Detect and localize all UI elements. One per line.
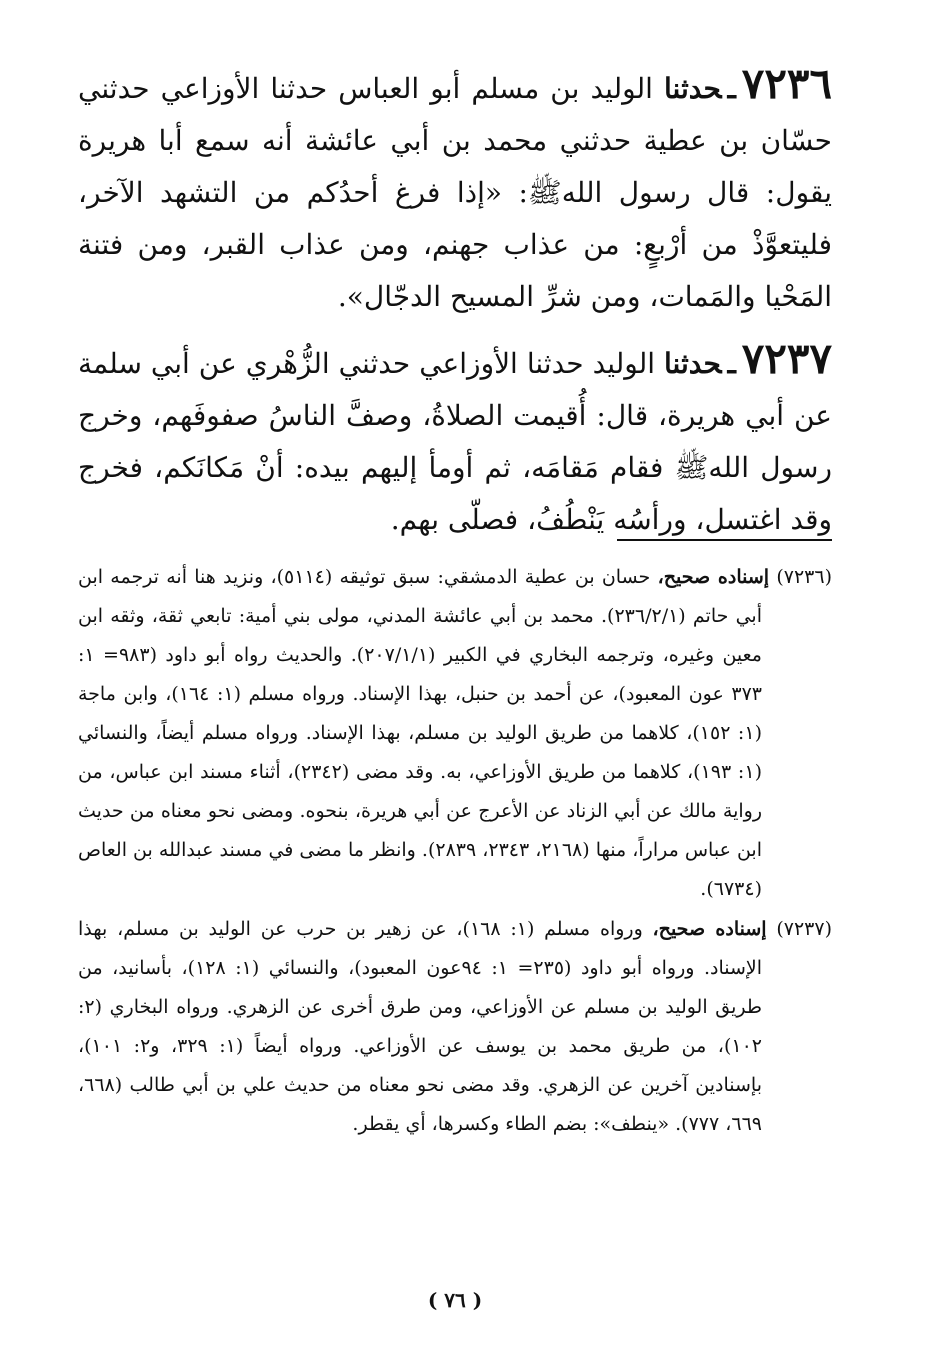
hadith-dash: ـ [727,72,736,105]
footnote-grade: إسناده صحيح، [652,918,767,940]
hadith-dash: ـ [727,347,736,380]
footnote-grade: إسناده صحيح، [657,566,770,588]
footnote-7237 [78,910,832,1144]
hadith-lead-word: حدثنا [664,72,722,105]
hadith-7236 [78,58,832,323]
hadith-text: الوليد حدثنا الأوزاعي حدثني الزُّهْري عن أبي سلمة عن أبي هريرة، قال: أُقيمت الصلاةُ، وصفَّ الناسُ صفوفَهم، وخرج رسول اللهﷺ فقام مَقامَه، ثم أومأ إليهم بيده: أنْ مَكانَكم، فخرج وقد اغتسل، ورأسُه يَنْطُفُ، فصلّى بهم. [78,347,832,536]
page-body [78,58,832,1362]
footnotes [78,558,832,1145]
footnote-7236 [78,558,832,909]
hadith-7237 [78,333,832,546]
hadith-number: ٧٢٣٧ [741,334,832,383]
footnote-text: حسان بن عطية الدمشقي: سبق توثيقه (٥١١٤)، ونزيد هنا أنه ترجمه ابن أبي حاتم (٢٣٦/٢/١). محمد بن أبي عائشة المدني، مولى بني أمية: تابعي ثقة، وثقه ابن معين وغيره، وترجمه البخاري في الكبير (٢٠٧/١/١). والحديث رواه أبو داود (٩٨٣= ١: ٣٧٣ عون المعبود)، عن أحمد بن حنبل، بهذا الإسناد. ورواه مسلم (١: ١٦٤)، وابن ماجة (١: ١٥٢)، كلاهما من طريق الوليد بن مسلم، بهذا الإسناد. ورواه مسلم أيضاً، والنسائي (١: ١٩٣)، كلاهما من طريق الأوزاعي، به. وقد مضى (٢٣٤٢)، أثناء مسند ابن عباس، من رواية مالك عن أبي الزناد عن الأعرج عن أبي هريرة، بنحوه. ومضى نحو معناه من حديث ابن عباس مراراً، منها (٢١٦٨، ٢٣٤٣، ٢٨٣٩). وانظر ما مضى في مسند عبدالله بن العاص (٦٧٣٤). [78,566,763,900]
footnote-number: (٧٢٣٦) [776,566,832,588]
hadith-text: الوليد بن مسلم أبو العباس حدثنا الأوزاعي حدثني حسّان بن عطية حدثني محمد بن أبي عائشة أنه سمع أبا هريرة يقول: قال رسول اللهﷺ: «إذا فرغ أحدُكم من التشهد الآخر، فليتعوَّذْ من أرْبعٍ: من عذاب جهنم، ومن عذاب القبر، ومن فتنة المَحْيا والمَمات، ومن شرِّ المسيح الدجّال». [78,72,832,313]
footnote-text: ورواه مسلم (١: ١٦٨)، عن زهير بن حرب عن الوليد بن مسلم، بهذا الإسناد. ورواه أبو داود (٢٣٥= ١: ٩٤عون المعبود)، والنسائي (١: ١٢٨)، بأسانيد، من طريق الوليد بن مسلم عن الأوزاعي، ومن طرق أخرى عن الزهري. ورواه البخاري (٢: ١٠٢)، من طريق محمد بن يوسف عن الأوزاعي. ورواه أيضاً (١: ٣٢٩، و٢: ١٠١)، بإسنادين آخرين عن الزهري. وقد مضى نحو معناه من حديث علي بن أبي طالب (٦٦٨، ٦٦٩، ٧٧٧). «ينطف»: بضم الطاء وكسرها، أي يقطر. [78,918,763,1135]
page-number: ( ٧٦ ) [427,1288,483,1312]
hadith-number: ٧٢٣٦ [741,59,832,108]
footnote-separator [617,539,832,541]
footnote-number: (٧٢٣٧) [776,918,833,940]
hadith-lead-word: حدثنا [664,347,722,380]
